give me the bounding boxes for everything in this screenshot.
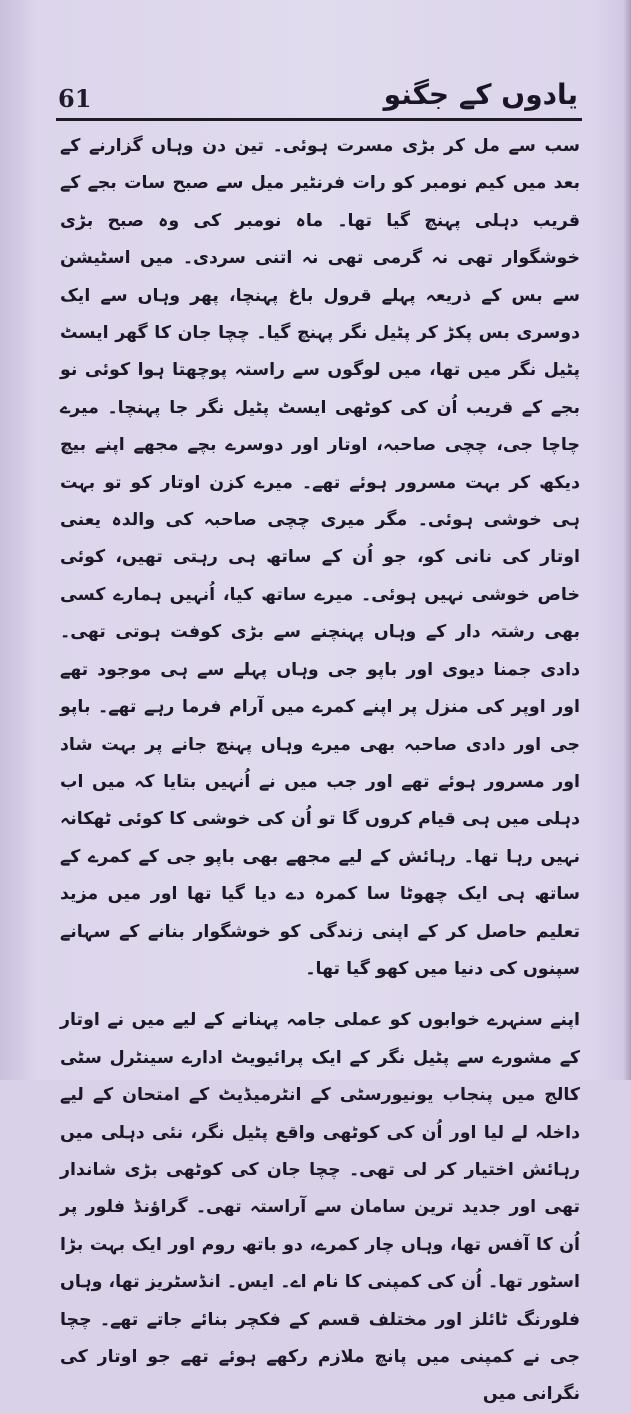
- page-edge-shadow: [623, 0, 631, 1080]
- page-number: 61: [58, 84, 92, 113]
- paragraph: اپنے سنہرے خوابوں کو عملی جامہ پہنانے کے لیے میں نے اوتار کے مشورے سے پٹیل نگر کے ایک پرائیویٹ ادارے سینٹرل سٹی کالج میں پنجاب یونیورسٹی کے انٹرمیڈیٹ کے امتحان کے لیے داخلہ لے لیا اور اُن کی کوٹھی واقع پٹیل نگر، نئی دہلی میں رہائش اختیار کر لی تھی۔ چچا جان کی کوٹھی بڑی شاندار تھی اور جدید ترین سامان سے آراستہ تھی۔ گراؤنڈ فلور پر اُن کا آفس تھا، وہاں چار کمرے، دو باتھ روم اور ایک بہت بڑا اسٹور تھا۔ اُن کی کمپنی کا نام اے۔ ایس۔ انڈسٹریز تھا، وہاں فلورنگ ٹائلز اور مختلف قسم کے فکچر بنائے جاتے تھے۔ چچا جی نے کمپنی میں پانچ ملازم رکھے ہوئے تھے جو اوتار کی نگرانی میں: [60, 1010, 580, 1405]
- body-text: [60, 128, 580, 1414]
- book-title: یادوں کے جگنو: [383, 78, 578, 111]
- page-header: [58, 78, 578, 118]
- header-divider: [56, 118, 582, 121]
- paragraph: سب سے مل کر بڑی مسرت ہوئی۔ تین دن وہاں گزارنے کے بعد میں کیم نومبر کو رات فرنٹیر میل سے صبح سات بجے کے قریب دہلی پہنچ گیا تھا۔ ماہ نومبر کی وہ صبح بڑی خوشگوار تھی نہ گرمی تھی نہ اتنی سردی۔ میں اسٹیشن سے بس کے ذریعہ پہلے قرول باغ پہنچا، پھر وہاں سے ایک دوسری بس پکڑ کر پٹیل نگر پہنچ گیا۔ چچا جان کا گھر ایسٹ پٹیل نگر میں تھا، میں لوگوں سے راستہ پوچھتا ہوا کوئی نو بجے کے قریب اُن کی کوٹھی ایسٹ پٹیل نگر جا پہنچا۔ میرے چاچا جی، چچی صاحبہ، اوتار اور دوسرے بچے مجھے اپنے بیچ دیکھ کر بہت مسرور ہوئے تھے۔ میرے کزن اوتار کو تو بہت ہی خوشی ہوئی۔ مگر میری چچی صاحبہ کی والدہ یعنی اوتار کی نانی کو، جو اُن کے ساتھ ہی رہتی تھیں، کوئی خاص خوشی نہیں ہوئی۔ میرے ساتھ کیا، اُنہیں ہمارے کسی بھی رشتہ دار کے وہاں پہنچنے سے بڑی کوفت ہوتی تھی۔ دادی جمنا دیوی اور باپو جی وہاں پہلے سے ہی موجود تھے اور اوپر کی منزل پر اپنے کمرے میں آرام فرما رہے تھے۔ باپو جی اور دادی صاحبہ بھی میرے وہاں پہنچ جانے پر بہت شاد اور مسرور ہوئے تھے اور جب میں نے اُنہیں بتایا کہ میں اب دہلی میں ہی قیام کروں گا تو اُن کی خوشی کا کوئی ٹھکانہ نہیں رہا تھا۔ رہائش کے لیے مجھے بھی باپو جی کے کمرے کے ساتھ ہی ایک چھوٹا سا کمرہ دے دیا گیا تھا اور میں مزید تعلیم حاصل کر کے اپنی زندگی کو خوشگوار بنانے کے سہانے سپنوں کی دنیا میں کھو گیا تھا۔: [60, 136, 580, 979]
